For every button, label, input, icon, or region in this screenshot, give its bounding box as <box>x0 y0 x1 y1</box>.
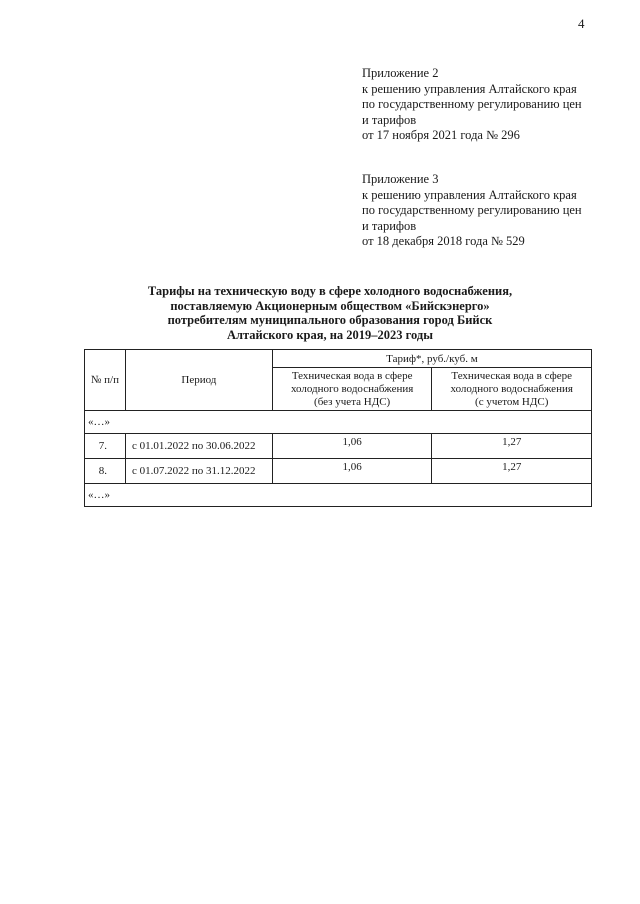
cell-num: 7. <box>85 434 126 459</box>
appendix-3-line: по государственному регулированию цен <box>362 203 582 217</box>
appendix-3-line: от 18 декабря 2018 года № 529 <box>362 234 525 248</box>
cell-period: с 01.01.2022 по 30.06.2022 <box>125 434 272 459</box>
appendix-2-line: Приложение 2 <box>362 66 439 80</box>
cell-with-vat: 1,27 <box>432 459 592 484</box>
header-without-vat <box>272 368 432 411</box>
appendix-2-line: к решению управления Алтайского края <box>362 81 577 96</box>
ellipsis-cell: «…» <box>85 411 592 434</box>
title-line: потребителям муниципального образования город Бийск <box>167 313 493 327</box>
appendix-3-line: и тарифов <box>362 218 417 233</box>
table-row <box>85 434 592 459</box>
appendix-3-line: Приложение 3 <box>362 172 439 186</box>
table-row-ellipsis-top <box>85 411 592 434</box>
header-without-vat-line: (без учета НДС) <box>314 395 391 408</box>
tariff-table <box>84 349 592 507</box>
cell-with-vat: 1,27 <box>432 434 592 459</box>
header-period: Период <box>125 350 272 411</box>
header-tariff: Тариф*, руб./куб. м <box>272 350 591 368</box>
appendix-2-line: от 17 ноября 2021 года № 296 <box>362 128 520 142</box>
header-with-vat-line: Техническая вода в сфере <box>451 369 573 382</box>
title-line: Алтайского края, на 2019–2023 годы <box>226 327 434 342</box>
header-num: № п/п <box>85 350 126 411</box>
appendix-3-block <box>362 172 582 250</box>
title-line: поставляемую Акционерным обществом «Бийскэнерго» <box>170 298 490 313</box>
cell-period: с 01.07.2022 по 31.12.2022 <box>125 459 272 484</box>
header-without-vat-line: холодного водоснабжения <box>290 382 414 395</box>
appendix-2-line: по государственному регулированию цен <box>362 97 582 111</box>
appendix-2-line: и тарифов <box>362 112 417 127</box>
table-header-row <box>85 350 592 368</box>
cell-without-vat: 1,06 <box>272 434 432 459</box>
title-line: Тарифы на техническую воду в сфере холодного водоснабжения, <box>147 284 513 298</box>
appendix-3-line: к решению управления Алтайского края <box>362 187 577 202</box>
table-row-ellipsis-bottom <box>85 484 592 507</box>
cell-without-vat: 1,06 <box>272 459 432 484</box>
cell-num: 8. <box>85 459 126 484</box>
header-with-vat <box>432 368 592 411</box>
header-with-vat-line: холодного водоснабжения <box>450 382 573 395</box>
table-row <box>85 459 592 484</box>
header-with-vat-line: (с учетом НДС) <box>475 395 549 408</box>
page-number: 4 <box>578 16 585 31</box>
header-without-vat-line: Техническая вода в сфере <box>291 369 413 382</box>
document-title <box>110 284 550 342</box>
appendix-2-block <box>362 66 582 144</box>
ellipsis-cell: «…» <box>85 484 592 507</box>
